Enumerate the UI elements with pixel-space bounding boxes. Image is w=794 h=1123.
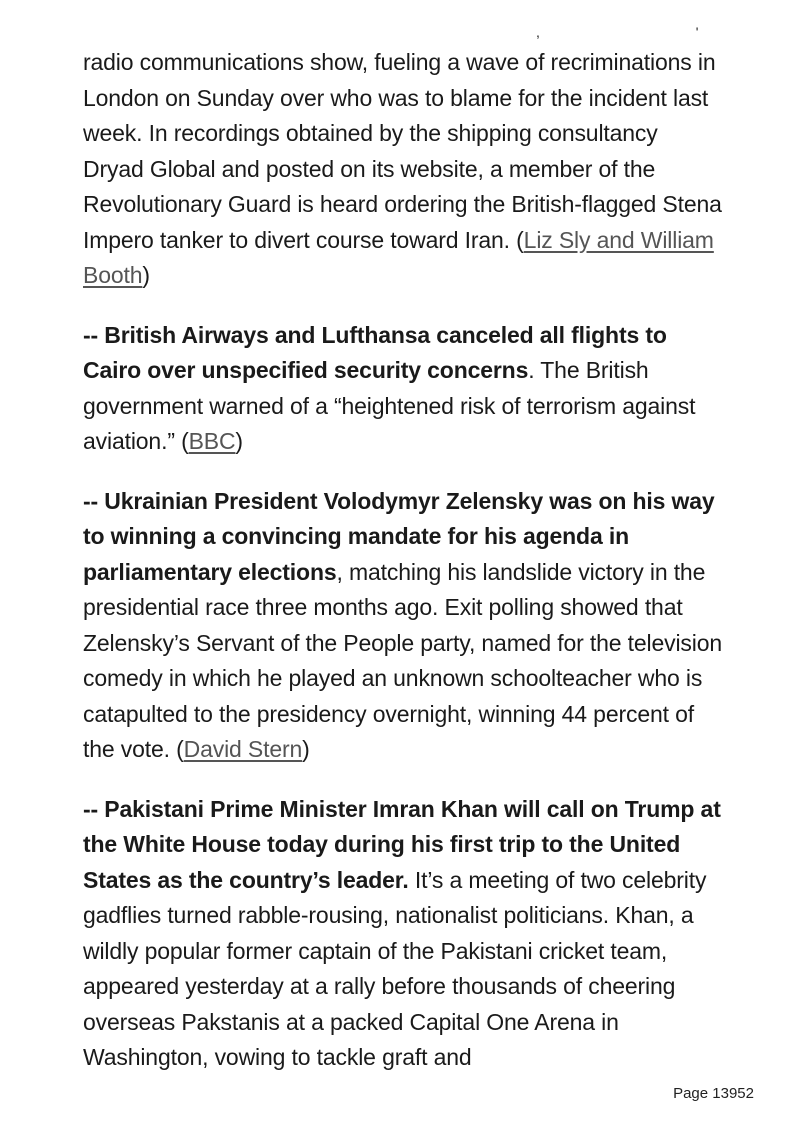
page-number: Page 13952 [673,1085,754,1102]
headline-lead: -- Pakistani Prime Minister Imran Khan will call on Trump at the White House today during his first trip to the United States as the country’s leader. [83,795,721,893]
article-body [83,45,723,1100]
paragraph-airlines-cairo [83,318,723,460]
paragraph-imran-khan [83,792,723,1076]
paragraph-text: radio communications show, fueling a wave of recriminations in London on Sunday over who was to blame for the incident last week. In recordings obtained by the shipping consultancy Dryad Global and posted on its website, a member of the Revolutionary Guard is heard ordering the British-flagged Stena Impero tanker to divert course toward Iran. ( [83,49,722,253]
source-link-bbc[interactable]: BBC [188,428,236,454]
headline-lead: -- Ukrainian President Volodymyr Zelensky was on his way to winning a convincing mandate for his agenda in parliamentary elections [83,487,715,585]
clipped-text-fragment: , ' [536,24,775,40]
byline-link-liz-sly-william-booth[interactable]: Liz Sly and William Booth [83,226,714,288]
closing-paren: ) [142,262,150,288]
paragraph-zelensky [83,484,723,768]
closing-paren: ) [302,736,310,762]
headline-lead: -- British Airways and Lufthansa canceled all flights to Cairo over unspecified security concerns [83,321,667,383]
closing-paren: ) [235,428,243,454]
paragraph-stena-impero [83,45,723,294]
paragraph-text: . The British government warned of a “heightened risk of terrorism against aviation.” ( [83,357,696,454]
paragraph-text: It’s a meeting of two celebrity gadflies turned rabble-rousing, nationalist politicians. Khan, a wildly popular former captain of the Pakistani cricket team, appeared yesterday at a rally before thousands of cheering overseas Pakstanis at a packed Capital One Arena in Washington, vowing to tackle graft and [83,866,707,1070]
paragraph-text: , matching his landslide victory in the presidential race three months ago. Exit polling showed that Zelensky’s Servant of the People party, named for the television comedy in which he played an unknown schoolteacher who is catapulted to the presidency overnight, winning 44 percent of the vote. ( [83,558,723,762]
byline-link-david-stern[interactable]: David Stern [183,736,303,762]
